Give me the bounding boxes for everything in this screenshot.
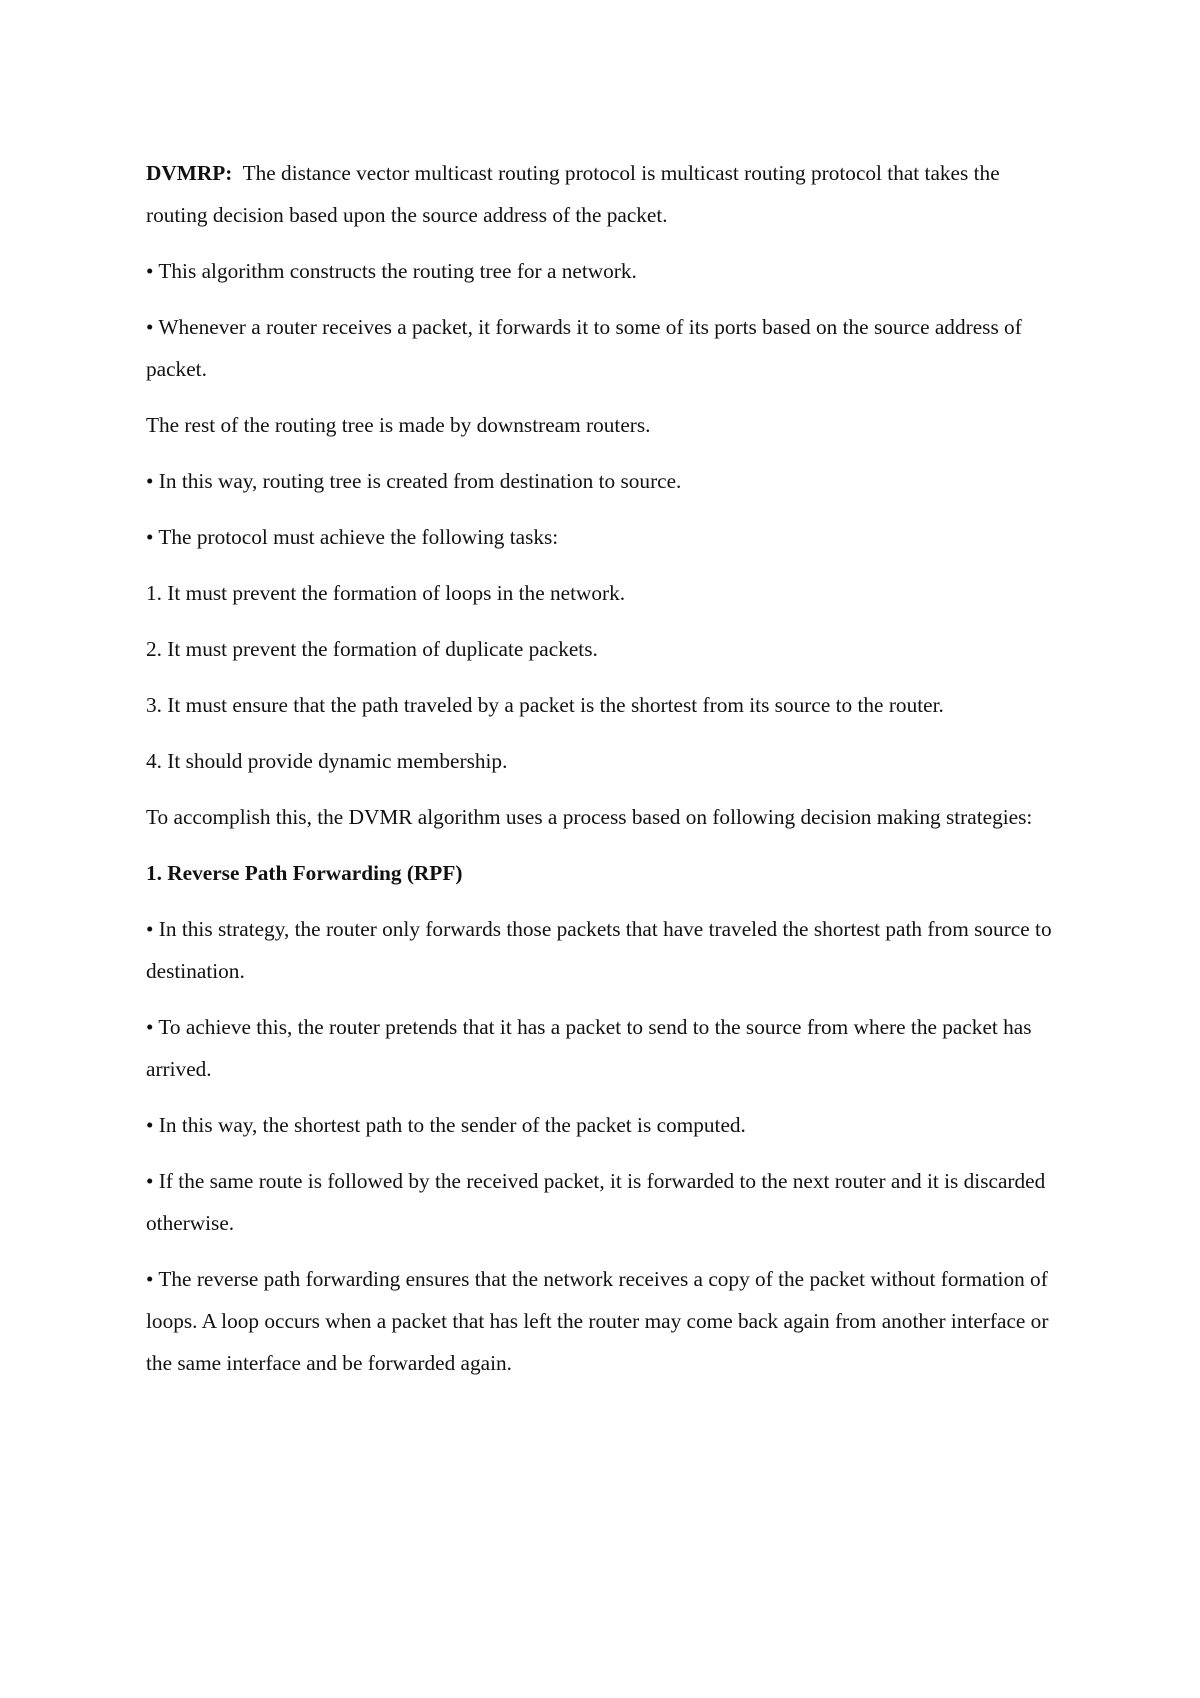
paragraph-4: • In this way, routing tree is created from destination to source. xyxy=(146,469,682,493)
paragraph-1: • This algorithm constructs the routing tree for a network. xyxy=(146,259,637,283)
list-item-1: 1. It must prevent the formation of loops in the network. xyxy=(146,581,626,605)
section-paragraph-4: • If the same route is followed by the received packet, it is forwarded to the next router and it is discarded otherwise. xyxy=(146,1169,1046,1235)
list-item-4: 4. It should provide dynamic membership. xyxy=(146,749,508,773)
section-paragraph-2: • To achieve this, the router pretends that it has a packet to send to the source from where the packet has arrived. xyxy=(146,1015,1032,1081)
section-heading: 1. Reverse Path Forwarding (RPF) xyxy=(146,861,463,885)
list-item-2: 2. It must prevent the formation of duplicate packets. xyxy=(146,637,598,661)
intro-text: The distance vector multicast routing protocol is multicast routing protocol that takes the routing decision based upon the source address of the packet. xyxy=(146,161,1005,227)
paragraph-5: • The protocol must achieve the following tasks: xyxy=(146,525,559,549)
intro-paragraph xyxy=(146,152,1066,236)
document-page xyxy=(146,152,1066,1398)
paragraph-6: To accomplish this, the DVMR algorithm uses a process based on following decision making strategies: xyxy=(146,805,1033,829)
list-item-3: 3. It must ensure that the path traveled by a packet is the shortest from its source to the router. xyxy=(146,693,944,717)
section-paragraph-5: • The reverse path forwarding ensures that the network receives a copy of the packet without formation of loops. A loop occurs when a packet that has left the router may come back again from another interface or the same interface and be forwarded again. xyxy=(146,1267,1049,1375)
section-paragraph-1: • In this strategy, the router only forwards those packets that have traveled the shortest path from source to destination. xyxy=(146,917,1052,983)
paragraph-3: The rest of the routing tree is made by downstream routers. xyxy=(146,413,651,437)
section-paragraph-3: • In this way, the shortest path to the sender of the packet is computed. xyxy=(146,1113,746,1137)
paragraph-2: • Whenever a router receives a packet, it forwards it to some of its ports based on the source address of packet. xyxy=(146,315,1022,381)
intro-term: DVMRP: xyxy=(146,161,233,185)
